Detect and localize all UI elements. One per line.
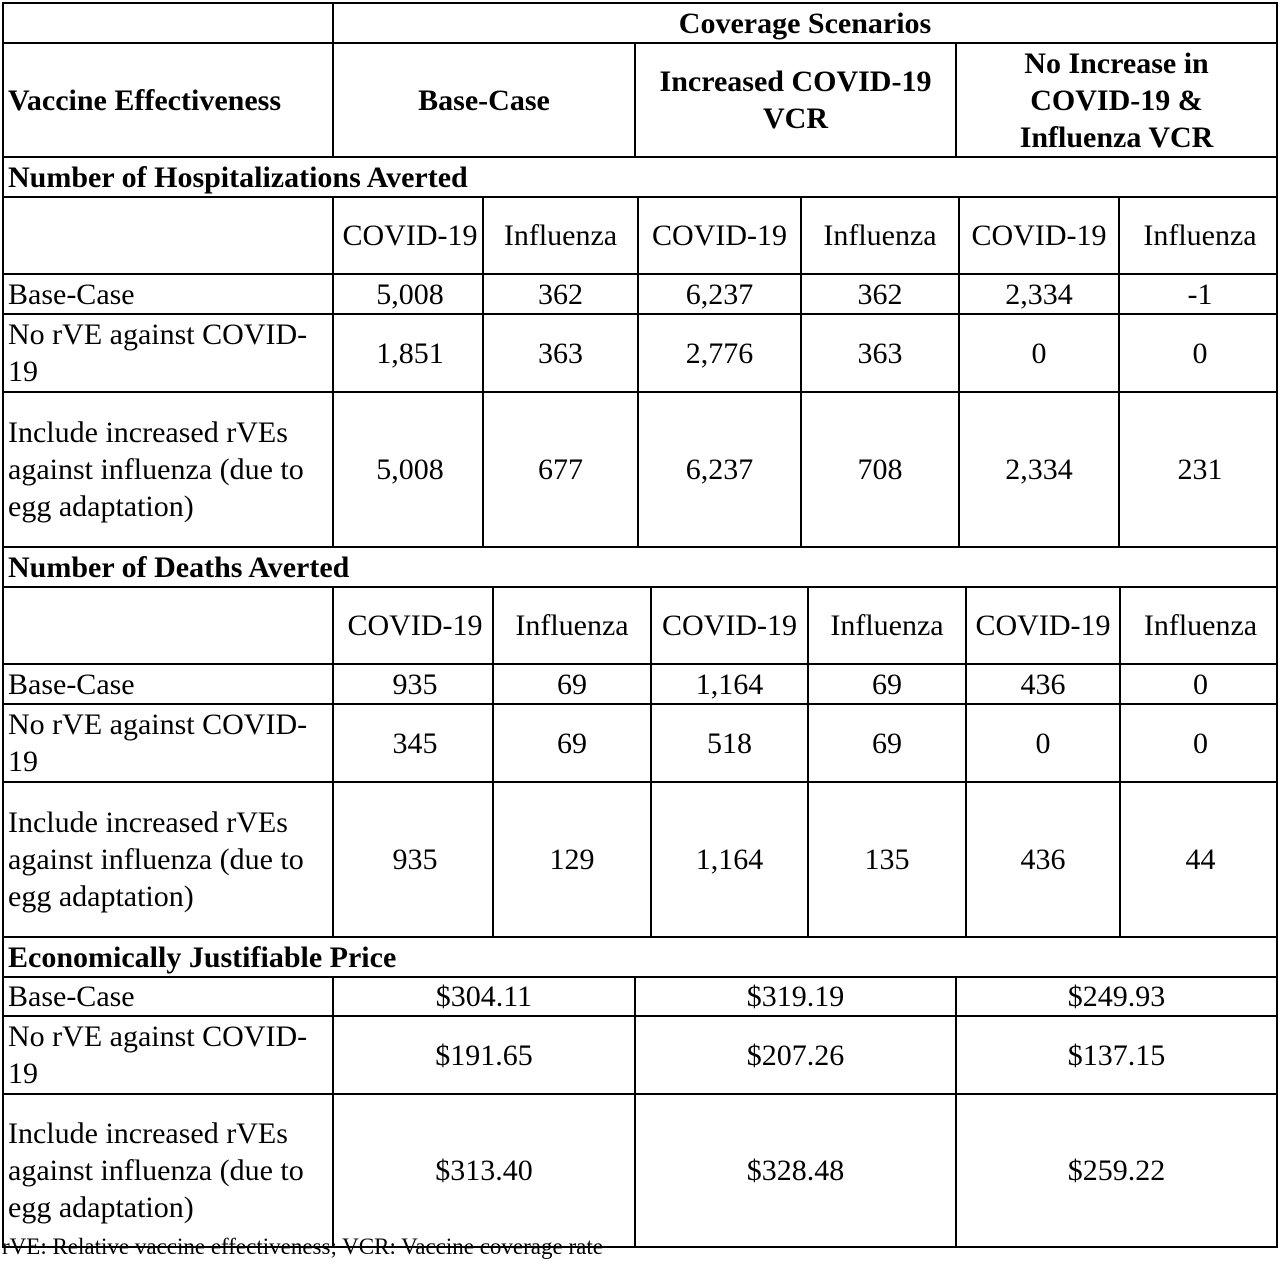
subheader-blank-cell bbox=[3, 587, 333, 664]
row-label: Base-Case bbox=[3, 664, 333, 704]
row-values bbox=[333, 314, 1277, 392]
subheader-influenza: Influenza bbox=[808, 588, 966, 663]
value-cell: 6,237 bbox=[638, 275, 801, 313]
value-cell: 69 bbox=[493, 665, 651, 703]
row-values bbox=[333, 782, 1277, 937]
subheader-influenza: Influenza bbox=[493, 588, 651, 663]
subheader-influenza: Influenza bbox=[801, 198, 959, 273]
value-cell: 5,008 bbox=[338, 393, 483, 546]
subheader-covid: COVID-19 bbox=[338, 588, 493, 663]
price-cell: $191.65 bbox=[333, 1016, 635, 1094]
row-label: Base-Case bbox=[3, 274, 333, 314]
table-row bbox=[3, 704, 1277, 782]
value-cell: 2,334 bbox=[959, 275, 1119, 313]
subheader-row-deaths bbox=[3, 587, 1277, 664]
price-cell: $259.22 bbox=[956, 1094, 1277, 1247]
value-cell: 363 bbox=[801, 315, 959, 391]
subheader-covid: COVID-19 bbox=[959, 198, 1119, 273]
value-cell: 231 bbox=[1119, 393, 1280, 546]
value-cell: 69 bbox=[808, 665, 966, 703]
subheader-table bbox=[338, 588, 1280, 663]
value-cell: 0 bbox=[1120, 665, 1280, 703]
value-cell: 436 bbox=[966, 665, 1120, 703]
value-cell: 69 bbox=[493, 705, 651, 781]
row-values bbox=[333, 664, 1277, 704]
header-row-top bbox=[3, 3, 1277, 43]
row-label: No rVE against COVID-19 bbox=[3, 314, 333, 392]
subheader-blank-cell bbox=[3, 197, 333, 274]
subheader-influenza: Influenza bbox=[1119, 198, 1280, 273]
value-cell: 6,237 bbox=[638, 393, 801, 546]
price-cell: $313.40 bbox=[333, 1094, 635, 1247]
price-cell: $304.11 bbox=[333, 977, 635, 1016]
subheader-covid: COVID-19 bbox=[338, 198, 483, 273]
value-cell: 135 bbox=[808, 783, 966, 936]
subheader-group bbox=[333, 197, 1277, 274]
value-cell: 0 bbox=[1119, 315, 1280, 391]
table-row bbox=[3, 1016, 1277, 1094]
value-cell: 363 bbox=[483, 315, 638, 391]
value-cell: 708 bbox=[801, 393, 959, 546]
subheader-covid: COVID-19 bbox=[966, 588, 1120, 663]
results-table bbox=[2, 2, 1278, 1248]
vaccine-effectiveness-header: Vaccine Effectiveness bbox=[3, 43, 333, 157]
value-cell: 0 bbox=[959, 315, 1119, 391]
subheader-influenza: Influenza bbox=[1120, 588, 1280, 663]
table-row bbox=[3, 314, 1277, 392]
value-cell: 436 bbox=[966, 783, 1120, 936]
value-cell: 69 bbox=[808, 705, 966, 781]
row-label: Base-Case bbox=[3, 977, 333, 1016]
row-label: Include increased rVEs against influenza (due to egg adaptation) bbox=[3, 1094, 333, 1247]
row-label: Include increased rVEs against influenza (due to egg adaptation) bbox=[3, 782, 333, 937]
value-cell: 2,334 bbox=[959, 393, 1119, 546]
subheader-table bbox=[338, 198, 1280, 273]
section-row-deaths bbox=[3, 547, 1277, 587]
row-values bbox=[333, 392, 1277, 547]
value-cell: 935 bbox=[338, 783, 493, 936]
header-blank-cell bbox=[3, 3, 333, 43]
section-row-price bbox=[3, 937, 1277, 977]
section-row-hospitalizations bbox=[3, 157, 1277, 197]
row-values bbox=[333, 274, 1277, 314]
subheader-covid: COVID-19 bbox=[651, 588, 808, 663]
table-row bbox=[3, 392, 1277, 547]
row-label: Include increased rVEs against influenza (due to egg adaptation) bbox=[3, 392, 333, 547]
price-cell: $207.26 bbox=[635, 1016, 956, 1094]
scenario-header-increased-covid: Increased COVID-19 VCR bbox=[635, 43, 956, 157]
value-cell: 362 bbox=[801, 275, 959, 313]
value-cell: 129 bbox=[493, 783, 651, 936]
value-cell: 362 bbox=[483, 275, 638, 313]
section-title-price: Economically Justifiable Price bbox=[3, 937, 1277, 977]
price-cell: $328.48 bbox=[635, 1094, 956, 1247]
value-cell: 1,164 bbox=[651, 665, 808, 703]
subheader-influenza: Influenza bbox=[483, 198, 638, 273]
price-cell: $319.19 bbox=[635, 977, 956, 1016]
row-label: No rVE against COVID-19 bbox=[3, 704, 333, 782]
value-cell: 345 bbox=[338, 705, 493, 781]
table-row bbox=[3, 274, 1277, 314]
value-cell: 5,008 bbox=[338, 275, 483, 313]
price-cell: $249.93 bbox=[956, 977, 1277, 1016]
value-cell: 2,776 bbox=[638, 315, 801, 391]
scenario-header-no-increase: No Increase in COVID-19 & Influenza VCR bbox=[956, 43, 1277, 157]
value-cell: 1,851 bbox=[338, 315, 483, 391]
value-cell: 0 bbox=[966, 705, 1120, 781]
subheader-covid: COVID-19 bbox=[638, 198, 801, 273]
row-values bbox=[333, 704, 1277, 782]
row-label: No rVE against COVID-19 bbox=[3, 1016, 333, 1094]
table-row bbox=[3, 1094, 1277, 1247]
value-cell: 677 bbox=[483, 393, 638, 546]
subheader-group bbox=[333, 587, 1277, 664]
table-row bbox=[3, 977, 1277, 1016]
table-row bbox=[3, 664, 1277, 704]
table-row bbox=[3, 782, 1277, 937]
value-cell: 1,164 bbox=[651, 783, 808, 936]
value-cell: 518 bbox=[651, 705, 808, 781]
section-title-deaths: Number of Deaths Averted bbox=[3, 547, 1277, 587]
value-cell: 935 bbox=[338, 665, 493, 703]
value-cell: -1 bbox=[1119, 275, 1280, 313]
section-title-hospitalizations: Number of Hospitalizations Averted bbox=[3, 157, 1277, 197]
subheader-row-hospitalizations bbox=[3, 197, 1277, 274]
header-row-scenarios bbox=[3, 43, 1277, 157]
value-cell: 44 bbox=[1120, 783, 1280, 936]
price-cell: $137.15 bbox=[956, 1016, 1277, 1094]
table-footnote: rVE: Relative vaccine effectiveness; VCR: Vaccine coverage rate bbox=[2, 1234, 603, 1259]
scenario-header-base-case: Base-Case bbox=[333, 43, 635, 157]
value-cell: 0 bbox=[1120, 705, 1280, 781]
coverage-scenarios-header: Coverage Scenarios bbox=[333, 3, 1277, 43]
